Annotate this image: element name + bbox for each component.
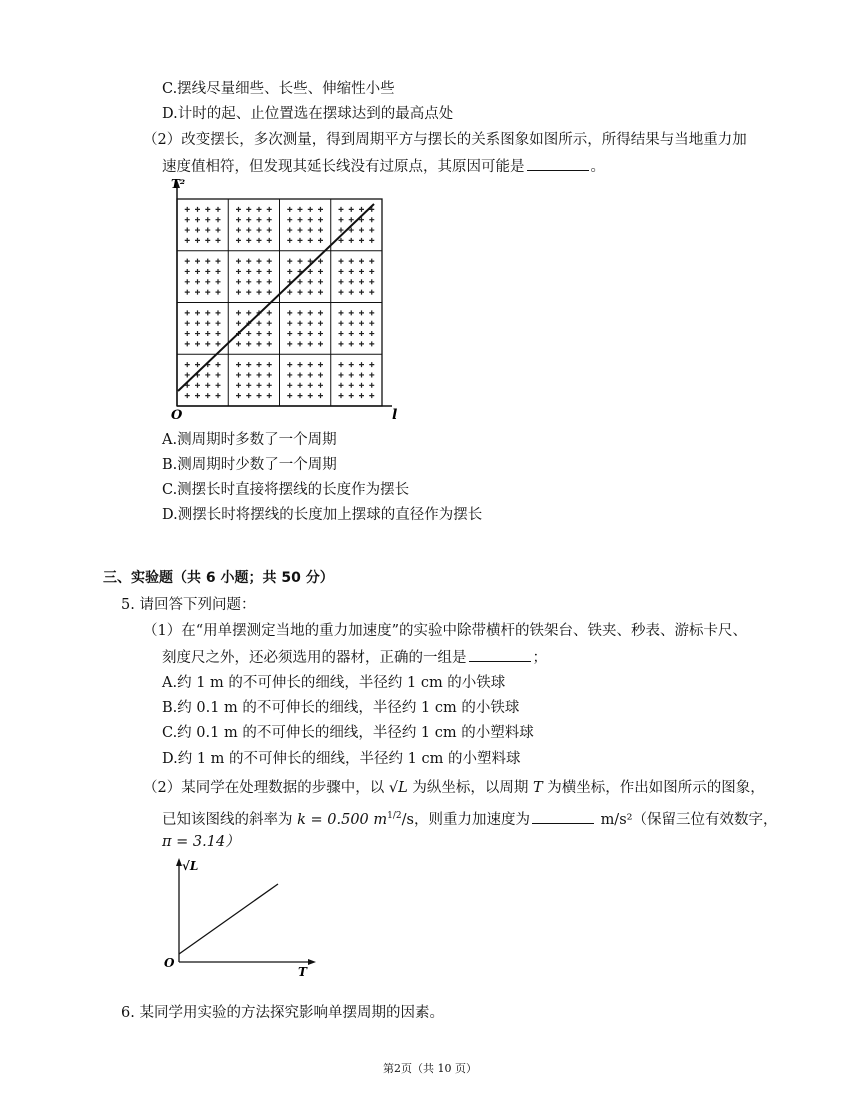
q5-part1-line2 (162, 647, 547, 668)
sqrt-l: √L (388, 780, 408, 796)
q5-part1-text: 刻度尺之外，还必须选用的器材，正确的一组是 (162, 650, 467, 666)
pi-value: π = 3.14） (162, 834, 240, 850)
q4-option-c: C.测摆长时直接将摆线的长度作为摆长 (162, 482, 410, 498)
option-d: D.计时的起、止位置选在摆球达到的最高点处 (162, 106, 454, 122)
answer-blank (527, 156, 589, 171)
q4-option-a: A.测周期时多数了一个周期 (162, 432, 337, 448)
q6-stem: 6. 某同学用实验的方法探究影响单摆周期的因素。 (121, 1005, 444, 1021)
q5-part2-text-a: （2）某同学在处理数据的步骤中，以 (143, 780, 385, 796)
q5-part2-line2 (162, 806, 777, 830)
page-footer: 第2页（共 10 页） (383, 1062, 477, 1075)
slope-unit: /s，则重力加速度为 (401, 811, 530, 828)
figure-sqrtl-vs-t (160, 856, 320, 978)
q5-part2-text-c: 为横坐标，作出如图所示的图象， (547, 780, 765, 796)
answer-blank (469, 647, 531, 662)
q5-option-a: A.约 1 m 的不可伸长的细线，半径约 1 cm 的小铁球 (162, 675, 506, 691)
slope-exponent: 1/2 (387, 811, 402, 821)
q5-option-b: B.约 0.1 m 的不可伸长的细线，半径约 1 cm 的小铁球 (162, 700, 520, 716)
q4-option-d: D.测摆长时将摆线的长度加上摆球的直径作为摆长 (162, 507, 483, 523)
q4-part2-text: 速度值相符，但发现其延长线没有过原点，其原因可能是 (162, 159, 525, 175)
q5-part2-text-b: 为纵坐标，以周期 (412, 780, 529, 796)
origin-label: O (171, 408, 183, 422)
slope-value: k = 0.500 m (297, 811, 388, 828)
grid (177, 199, 382, 406)
period-symbol: T (532, 780, 543, 796)
figure-t2-vs-l (160, 178, 400, 422)
q5-part2-slope-text: 已知该图线的斜率为 (162, 811, 293, 828)
y-axis-label: T² (171, 178, 186, 191)
y-axis-label: √L (182, 859, 199, 873)
q4-part2-line2 (162, 156, 605, 177)
q5-stem: 5. 请回答下列问题： (121, 597, 256, 613)
q4-part2-line1: （2）改变摆长，多次测量，得到周期平方与摆长的关系图象如图所示，所得结果与当地重力加 (143, 132, 747, 148)
answer-blank (532, 809, 594, 824)
x-axis-label: l (392, 407, 398, 422)
q5-option-c: C.约 0.1 m 的不可伸长的细线，半径约 1 cm 的小塑料球 (162, 725, 534, 741)
g-unit: m/s²（保留三位有效数字， (600, 811, 778, 828)
option-c: C.摆线尽量细些、长些、伸缩性小些 (162, 81, 395, 97)
q5-part1-line1: （1）在“用单摆测定当地的重力加速度”的实验中除带横杆的铁架台、铁夹、秒表、游标卡尺、 (143, 623, 748, 639)
section-title: 三、实验题（共 6 小题；共 50 分） (103, 570, 334, 586)
q4-option-b: B.测周期时少数了一个周期 (162, 457, 337, 473)
x-axis-label: T (298, 965, 307, 978)
origin-label: O (164, 956, 175, 970)
q5-part1-end: ； (532, 650, 547, 666)
q4-part2-end: 。 (590, 159, 605, 175)
q5-option-d: D.约 1 m 的不可伸长的细线，半径约 1 cm 的小塑料球 (162, 751, 521, 767)
q5-part2-line1 (143, 778, 765, 798)
